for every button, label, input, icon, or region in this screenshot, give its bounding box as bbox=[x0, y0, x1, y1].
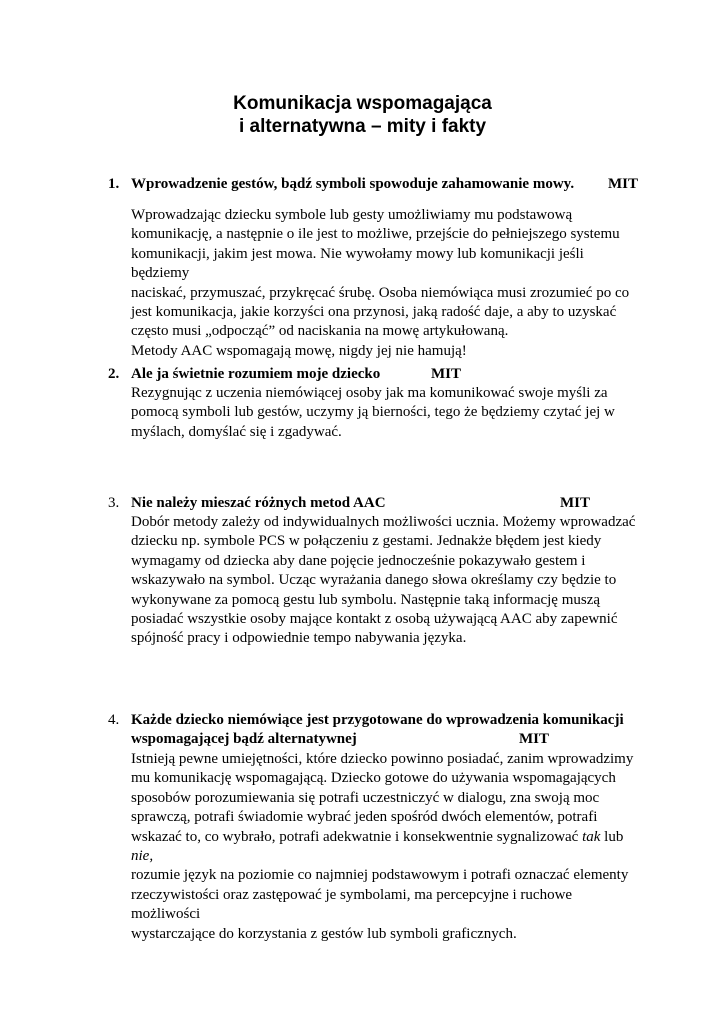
verdict-label: MIT bbox=[519, 731, 549, 747]
body-line: wystarczające do korzystania z gestów lub symboli graficznych. bbox=[131, 925, 517, 942]
item-body bbox=[131, 384, 641, 442]
body-line: posiadać wszystkie osoby mające kontakt z osobą używającą AAC aby zapewnić bbox=[131, 611, 618, 628]
body-line: spójność pracy i odpowiednie tempo nabywania języka. bbox=[131, 630, 467, 647]
item-number: 4. bbox=[108, 712, 120, 728]
italic-word-tak: tak bbox=[582, 828, 601, 845]
body-line: Istnieją pewne umiejętności, które dziecko powinno posiadać, zanim wprowadzimy bbox=[131, 751, 634, 767]
body-line: wskazywało na symbol. Ucząc wyrażania danego słowa określamy czy będzie to bbox=[131, 572, 617, 589]
item-heading-line-1: Każde dziecko niemówiące jest przygotowane do wprowadzenia komunikacji bbox=[131, 712, 624, 728]
body-line: wykonywane za pomocą gestu lub symbolu. Następnie taką informację muszą bbox=[131, 591, 601, 608]
item-heading: Nie należy mieszać różnych metod AAC bbox=[131, 495, 386, 511]
body-line: dziecku np. symbole PCS w połączeniu z gestami. Jednakże błędem jest kiedy bbox=[131, 533, 602, 550]
item-body bbox=[131, 750, 641, 944]
body-line: sprawczą, potrafi świadomie wybrać jeden spośród dwóch elementów, potrafi bbox=[131, 809, 598, 826]
body-line: komunikację, a następnie o ile jest to możliwe, przejście do pełniejszego systemu bbox=[131, 226, 620, 243]
body-line: Rezygnując z uczenia niemówiącej osoby jak ma komunikować swoje myśli za bbox=[131, 385, 608, 401]
body-line: pomocą symboli lub gestów, uczymy ją bierności, tego że będziemy czytać jej w bbox=[131, 404, 615, 421]
document-title bbox=[0, 92, 725, 138]
body-line: rzeczywistości oraz zastępować je symbolami, ma percepcyjne i ruchowe możliwości bbox=[131, 886, 573, 923]
body-line: naciskać, przymuszać, przykręcać śrubę. Osoba niemówiąca musi zrozumieć po co bbox=[131, 284, 630, 301]
body-line: często musi „odpocząć” od naciskania na mowę artykułowaną. bbox=[131, 323, 509, 340]
item-number: 2. bbox=[108, 366, 120, 382]
item-heading: Wprowadzenie gestów, bądź symboli spowoduje zahamowanie mowy. bbox=[131, 176, 575, 192]
body-line: rozumie język na poziomie co najmniej podstawowym i potrafi oznaczać elementy bbox=[131, 867, 629, 884]
body-line: Dobór metody zależy od indywidualnych możliwości ucznia. Możemy wprowadzać bbox=[131, 514, 636, 530]
body-line bbox=[131, 828, 641, 867]
body-line: wymagamy od dziecka aby dane pojęcie jednocześnie pokazywało gestem i bbox=[131, 552, 586, 569]
item-body bbox=[131, 206, 641, 361]
verdict-label: MIT bbox=[560, 495, 590, 511]
title-line-1: Komunikacja wspomagająca bbox=[233, 93, 492, 114]
body-line: Metody AAC wspomagają mowę, nigdy jej nie hamują! bbox=[131, 342, 467, 359]
italic-word-nie: nie, bbox=[131, 848, 154, 865]
item-body bbox=[131, 513, 641, 649]
verdict-label: MIT bbox=[431, 366, 461, 382]
item-number: 1. bbox=[108, 176, 120, 192]
body-line: sposobów porozumiewania się potrafi uczestniczyć w dialogu, zna swoją moc bbox=[131, 789, 600, 806]
body-text: wskazać to, co wybrało, potrafi adekwatnie i konsekwentnie sygnalizować bbox=[131, 828, 583, 845]
body-line: komunikacji, jakim jest mowa. Nie wywołamy mowy lub komunikacji jeśli będziemy bbox=[131, 245, 584, 282]
item-heading-line-2: wspomagającej bądź alternatywnej bbox=[131, 731, 357, 747]
item-heading: Ale ja świetnie rozumiem moje dziecko bbox=[131, 366, 381, 382]
verdict-label: MIT bbox=[608, 176, 638, 192]
title-line-2: i alternatywna – mity i fakty bbox=[238, 116, 487, 137]
body-text: lub bbox=[600, 828, 624, 845]
body-line: myślach, domyślać się i zgadywać. bbox=[131, 423, 342, 440]
body-line: jest komunikacja, jakie korzyści ona przynosi, jaką radość daje, a aby to uzyskać bbox=[131, 304, 617, 321]
body-line: mu komunikację wspomagającą. Dziecko gotowe do używania wspomagających bbox=[131, 770, 616, 787]
item-number: 3. bbox=[108, 495, 120, 511]
body-line: Wprowadzając dziecku symbole lub gesty umożliwiamy mu podstawową bbox=[131, 207, 573, 223]
